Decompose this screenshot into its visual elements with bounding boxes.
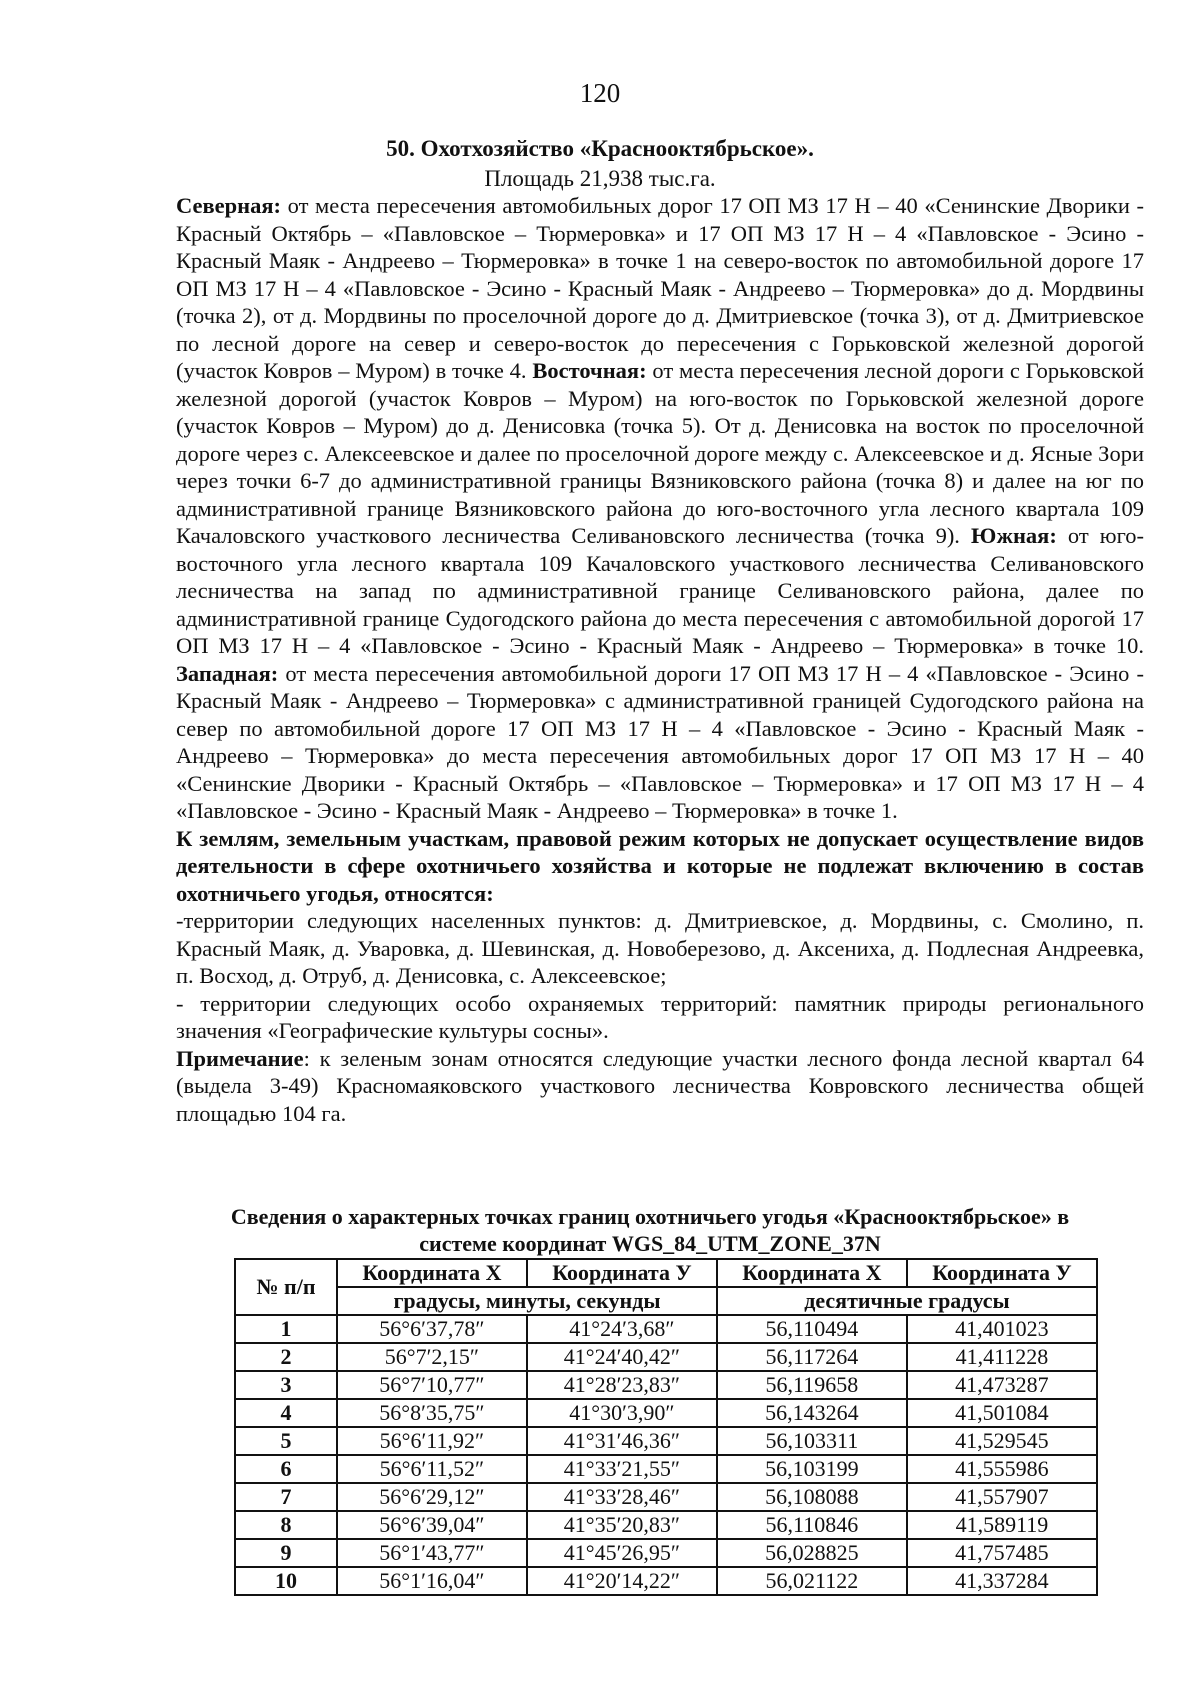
num-cell: 3 xyxy=(235,1371,337,1399)
section-title: 50. Охотхозяйство «Краснооктябрьское». xyxy=(386,136,814,161)
x-dms-cell: 56°7′10,77″ xyxy=(337,1371,527,1399)
boundary-paragraph xyxy=(176,192,1144,825)
header-decimal: десятичные градусы xyxy=(717,1287,1097,1315)
y-dms-cell: 41°24′40,42″ xyxy=(527,1343,717,1371)
south-label: Южная: xyxy=(971,523,1057,548)
north-text: от места пересечения автомобильных дорог 17 ОП МЗ 17 Н – 40 «Сенинские Дворики - Красный Октябрь – «Павловское – Тюрмеровка» и 17 ОП МЗ 17 Н – 4 «Павловское - Эсино - Красный Маяк - Андреево – Тюрмеровка» в точке 1 на северо-восток по автомобильной дороге 17 ОП МЗ 17 Н – 4 «Павловское - Эсино - Красный Маяк - Андреево – Тюрмеровка» до д. Мордвины (точка 2), от д. Мордвины по проселочной дороге до д. Дмитриевское (точка 3), от д. Дмитриевское по лесной дороге на север и северо-восток до пересечения с Горьковской железной дорогой (участок Ковров – Муром) в точке 4. xyxy=(176,193,1144,383)
area-line: Площадь 21,938 тыс.га. xyxy=(484,166,716,191)
table-row xyxy=(235,1343,1097,1371)
table-header-row xyxy=(235,1259,1097,1287)
table-row xyxy=(235,1539,1097,1567)
west-label: Западная: xyxy=(176,660,279,686)
y-dms-cell: 41°35′20,83″ xyxy=(527,1511,717,1539)
header-num: № п/п xyxy=(235,1259,337,1315)
x-dec-cell: 56,110494 xyxy=(717,1315,907,1343)
excluded-settlements: -территории следующих населенных пунктов: д. Дмитриевское, д. Мордвины, с. Смолино, п. Красный Маяк, д. Уваровка, д. Шевинская, д. Новоберезово, д. Аксениха, д. Подлесная Андреевка, п. Восход, д. Отруб, д. Денисовка, с. Алексеевское; xyxy=(176,908,1144,988)
num-cell: 4 xyxy=(235,1399,337,1427)
num-cell: 6 xyxy=(235,1455,337,1483)
table-subheader-row xyxy=(235,1287,1097,1315)
table-title-line2: системе координат WGS_84_UTM_ZONE_37N xyxy=(419,1231,881,1256)
y-dec-cell: 41,337284 xyxy=(907,1567,1097,1595)
table-title xyxy=(150,1203,1150,1257)
header-coord-x-dec: Координата Х xyxy=(717,1259,907,1287)
y-dec-cell: 41,557907 xyxy=(907,1483,1097,1511)
y-dms-cell: 41°24′3,68″ xyxy=(527,1315,717,1343)
x-dms-cell: 56°1′43,77″ xyxy=(337,1539,527,1567)
num-cell: 8 xyxy=(235,1511,337,1539)
y-dms-cell: 41°31′46,36″ xyxy=(527,1427,717,1455)
west-text: от места пересечения автомобильной дороги 17 ОП МЗ 17 Н – 4 «Павловское - Эсино - Красный Маяк - Андреево – Тюрмеровка» с административной границей Судогодского района на север по автомобильной дороге 17 ОП МЗ 17 Н – 4 «Павловское - Эсино - Красный Маяк - Андреево – Тюрмеровка» до места пересечения автомобильных дорог 17 ОП МЗ 17 Н – 40 «Сенинские Дворики - Красный Октябрь – «Павловское – Тюрмеровка» и 17 ОП МЗ 17 Н – 4 «Павловское - Эсино - Красный Маяк - Андреево – Тюрмеровка» в точке 1. xyxy=(176,660,1144,823)
num-cell: 2 xyxy=(235,1343,337,1371)
page-number: 120 xyxy=(579,78,621,108)
y-dms-cell: 41°28′23,83″ xyxy=(527,1371,717,1399)
note-paragraph xyxy=(176,1045,1144,1128)
table-row xyxy=(235,1399,1097,1427)
x-dec-cell: 56,103199 xyxy=(717,1455,907,1483)
table-body xyxy=(235,1315,1097,1595)
east-text: от места пересечения лесной дороги с Горьковской железной дорогой (участок Ковров – Муром) на юго-восток по Горьковской железной дороге (участок Ковров – Муром) до д. Денисовка (точка 5). От д. Денисовка на восток по проселочной дороге через с. Алексеевское и далее по проселочной дороге между с. Алексеевское и д. Ясные Зори через точки 6-7 до административной границы Вязниковского района (точка 8) и далее на юг по административной границе Вязниковского района до юго-восточного угла лесного квартала 109 Качаловского участкового лесничества Селивановского лесничества (точка 9). xyxy=(176,358,1144,548)
x-dec-cell: 56,108088 xyxy=(717,1483,907,1511)
y-dec-cell: 41,411228 xyxy=(907,1343,1097,1371)
x-dms-cell: 56°6′37,78″ xyxy=(337,1315,527,1343)
y-dec-cell: 41,473287 xyxy=(907,1371,1097,1399)
table-row xyxy=(235,1483,1097,1511)
y-dec-cell: 41,501084 xyxy=(907,1399,1097,1427)
y-dec-cell: 41,589119 xyxy=(907,1511,1097,1539)
y-dec-cell: 41,401023 xyxy=(907,1315,1097,1343)
table-row xyxy=(235,1455,1097,1483)
x-dec-cell: 56,117264 xyxy=(717,1343,907,1371)
x-dms-cell: 56°6′11,52″ xyxy=(337,1455,527,1483)
note-text: : к зеленым зонам относятся следующие участки лесного фонда лесной квартал 64 (выдела 3-49) Красномаяковского участкового лесничества Ковровского лесничества общей площадью 104 га. xyxy=(176,1045,1144,1126)
y-dms-cell: 41°33′21,55″ xyxy=(527,1455,717,1483)
y-dms-cell: 41°33′28,46″ xyxy=(527,1483,717,1511)
table-row xyxy=(235,1567,1097,1595)
num-cell: 5 xyxy=(235,1427,337,1455)
num-cell: 10 xyxy=(235,1567,337,1595)
y-dms-cell: 41°45′26,95″ xyxy=(527,1539,717,1567)
table-row xyxy=(235,1427,1097,1455)
x-dms-cell: 56°7′2,15″ xyxy=(337,1343,527,1371)
x-dms-cell: 56°8′35,75″ xyxy=(337,1399,527,1427)
x-dms-cell: 56°1′16,04″ xyxy=(337,1567,527,1595)
y-dms-cell: 41°30′3,90″ xyxy=(527,1399,717,1427)
num-cell: 9 xyxy=(235,1539,337,1567)
y-dec-cell: 41,555986 xyxy=(907,1455,1097,1483)
header-coord-y-dms: Координата У xyxy=(527,1259,717,1287)
x-dec-cell: 56,143264 xyxy=(717,1399,907,1427)
excluded-heading-text: К землям, земельным участкам, правовой режим которых не допускает осуществление видов деятельности в сфере охотничьего хозяйства и которые не подлежат включению в состав охотничьего угодья, относятся: xyxy=(176,825,1144,906)
x-dms-cell: 56°6′29,12″ xyxy=(337,1483,527,1511)
north-label: Северная: xyxy=(176,193,282,218)
x-dec-cell: 56,021122 xyxy=(717,1567,907,1595)
x-dec-cell: 56,028825 xyxy=(717,1539,907,1567)
y-dec-cell: 41,757485 xyxy=(907,1539,1097,1567)
y-dms-cell: 41°20′14,22″ xyxy=(527,1567,717,1595)
table-row xyxy=(235,1315,1097,1343)
coordinates-table xyxy=(234,1258,1098,1596)
num-cell: 7 xyxy=(235,1483,337,1511)
east-label: Восточная: xyxy=(532,358,647,383)
note-label: Примечание xyxy=(176,1045,304,1071)
num-cell: 1 xyxy=(235,1315,337,1343)
excluded-protected: - территории следующих особо охраняемых территорий: памятник природы регионального значения «Географические культуры сосны». xyxy=(176,990,1144,1043)
x-dec-cell: 56,119658 xyxy=(717,1371,907,1399)
header-coord-x-dms: Координата Х xyxy=(337,1259,527,1287)
boundary-description xyxy=(176,192,1144,1127)
table-row xyxy=(235,1511,1097,1539)
y-dec-cell: 41,529545 xyxy=(907,1427,1097,1455)
table-row xyxy=(235,1371,1097,1399)
x-dec-cell: 56,103311 xyxy=(717,1427,907,1455)
x-dec-cell: 56,110846 xyxy=(717,1511,907,1539)
south-text: от юго-восточного угла лесного квартала 109 Качаловского участкового лесничества Селивановского лесничества на запад по административной границе Селивановского района, далее по административной границе Судогодского района до места пересечения с автомобильной дорогой 17 ОП МЗ 17 Н – 4 «Павловское - Эсино - Красный Маяк - Андреево – Тюрмеровка» в точке 10. xyxy=(176,523,1144,658)
x-dms-cell: 56°6′39,04″ xyxy=(337,1511,527,1539)
x-dms-cell: 56°6′11,92″ xyxy=(337,1427,527,1455)
header-dms: градусы, минуты, секунды xyxy=(337,1287,717,1315)
table-title-line1: Сведения о характерных точках границ охотничьего угодья «Краснооктябрьское» в xyxy=(230,1204,1070,1229)
header-coord-y-dec: Координата У xyxy=(907,1259,1097,1287)
excluded-heading xyxy=(176,825,1144,908)
